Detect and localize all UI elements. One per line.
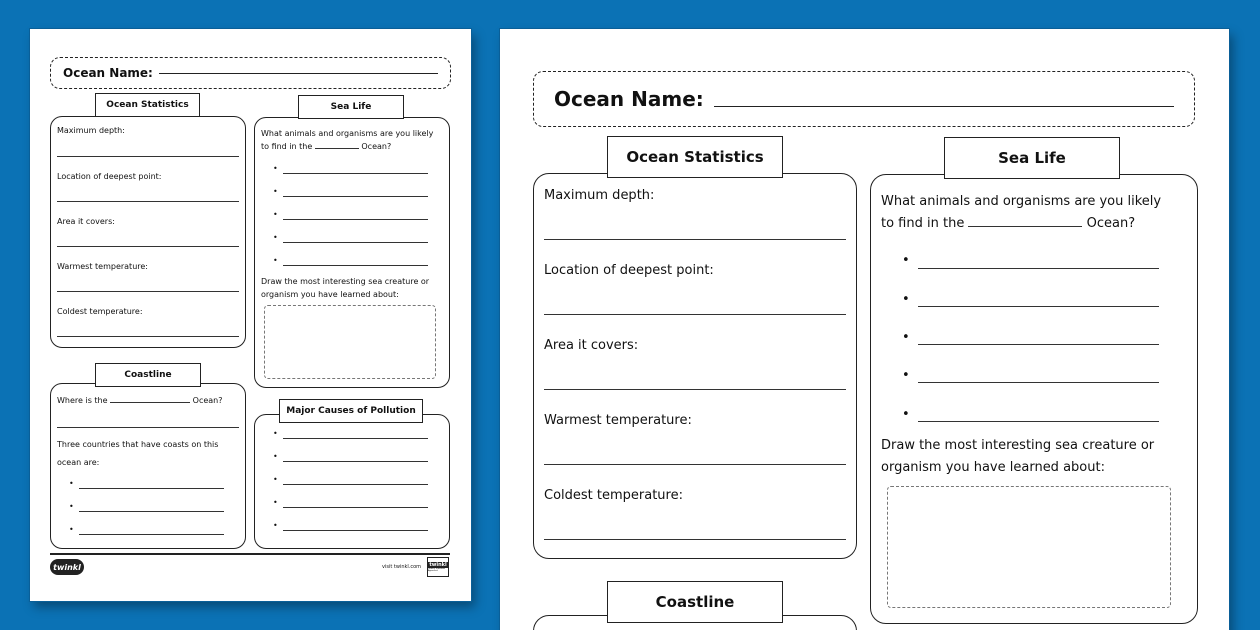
ocean-statistics-heading: Ocean Statistics (607, 136, 783, 178)
list-bullet: • (902, 368, 910, 383)
list-bullet: • (902, 407, 910, 422)
answer-line (283, 173, 428, 174)
worksheet-preview-thumbnail (30, 29, 471, 601)
coastline-heading: Coastline (607, 581, 783, 623)
list-bullet: • (273, 256, 278, 265)
list-bullet: • (902, 253, 910, 268)
field-maximum-depth: Maximum depth: (57, 126, 125, 135)
sea-life-heading: Sea Life (298, 95, 404, 119)
answer-line (918, 344, 1159, 345)
countries-line2: ocean are: (57, 458, 100, 467)
sea-life-question-line2: to find in the Ocean? (881, 216, 1136, 231)
answer-line (283, 438, 428, 439)
answer-line (57, 156, 239, 157)
answer-line (918, 382, 1159, 383)
field-maximum-depth: Maximum depth: (544, 188, 655, 203)
list-bullet: • (273, 429, 278, 438)
footer-divider (50, 553, 450, 555)
answer-line (544, 239, 846, 240)
ocean-name-banner (50, 57, 451, 89)
list-bullet: • (273, 498, 278, 507)
answer-line (283, 196, 428, 197)
answer-line (283, 484, 428, 485)
footer-url: visit twinkl.com (382, 564, 422, 570)
list-bullet: • (273, 187, 278, 196)
ocean-statistics-heading: Ocean Statistics (95, 93, 200, 117)
field-warmest: Warmest temperature: (544, 413, 692, 428)
answer-line (918, 306, 1159, 307)
list-bullet: • (273, 475, 278, 484)
pollution-heading: Major Causes of Pollution (279, 399, 423, 423)
list-bullet: • (902, 330, 910, 345)
ocean-name-banner (533, 71, 1195, 127)
field-deepest-point: Location of deepest point: (57, 172, 162, 181)
worksheet-zoomed-view (500, 29, 1229, 630)
sea-life-question-line1: What animals and organisms are you likely (261, 129, 434, 138)
field-coldest: Coldest temperature: (544, 488, 683, 503)
answer-line (283, 530, 428, 531)
drawing-box (264, 305, 436, 379)
ocean-name-line (714, 106, 1174, 107)
answer-line (544, 389, 846, 390)
ocean-name-label: Ocean Name: (554, 87, 704, 111)
field-area: Area it covers: (544, 338, 639, 353)
answer-line (544, 314, 846, 315)
drawing-box (887, 486, 1171, 608)
ocean-name-label: Ocean Name: (63, 66, 153, 80)
answer-line (79, 534, 224, 535)
sea-life-heading: Sea Life (944, 137, 1120, 179)
draw-prompt-line2: organism you have learned about: (881, 460, 1105, 475)
sea-life-question-line1: What animals and organisms are you likely (881, 194, 1162, 209)
list-bullet: • (273, 233, 278, 242)
field-coldest: Coldest temperature: (57, 307, 143, 316)
answer-line (918, 268, 1159, 269)
answer-line (57, 201, 239, 202)
list-bullet: • (273, 521, 278, 530)
field-deepest-point: Location of deepest point: (544, 263, 714, 278)
field-area: Area it covers: (57, 217, 115, 226)
list-bullet: • (273, 164, 278, 173)
field-warmest: Warmest temperature: (57, 262, 148, 271)
draw-prompt-line1: Draw the most interesting sea creature or (261, 277, 430, 286)
coastline-heading: Coastline (95, 363, 201, 387)
answer-line (79, 511, 224, 512)
answer-line (57, 336, 239, 337)
answer-line (283, 219, 428, 220)
list-bullet: • (273, 452, 278, 461)
list-bullet: • (69, 525, 74, 534)
ocean-name-line (159, 73, 438, 74)
answer-line (57, 427, 239, 428)
coastline-where: Where is the Ocean? (57, 396, 223, 405)
list-bullet: • (69, 502, 74, 511)
answer-line (283, 265, 428, 266)
countries-line1: Three countries that have coasts on this (57, 440, 219, 449)
sea-life-question-line2: to find in the Ocean? (261, 142, 392, 151)
answer-line (79, 488, 224, 489)
answer-line (544, 464, 846, 465)
answer-line (918, 421, 1159, 422)
list-bullet: • (273, 210, 278, 219)
draw-prompt-line2: organism you have learned about: (261, 290, 399, 299)
answer-line (283, 242, 428, 243)
quality-badge: twinkl Quality Standard Approved (427, 557, 449, 577)
draw-prompt-line1: Draw the most interesting sea creature or (881, 438, 1155, 453)
twinkl-logo: twinkl (50, 559, 84, 575)
list-bullet: • (69, 479, 74, 488)
list-bullet: • (902, 292, 910, 307)
answer-line (283, 507, 428, 508)
answer-line (57, 291, 239, 292)
answer-line (283, 461, 428, 462)
answer-line (544, 539, 846, 540)
pollution-panel (254, 414, 450, 549)
answer-line (57, 246, 239, 247)
